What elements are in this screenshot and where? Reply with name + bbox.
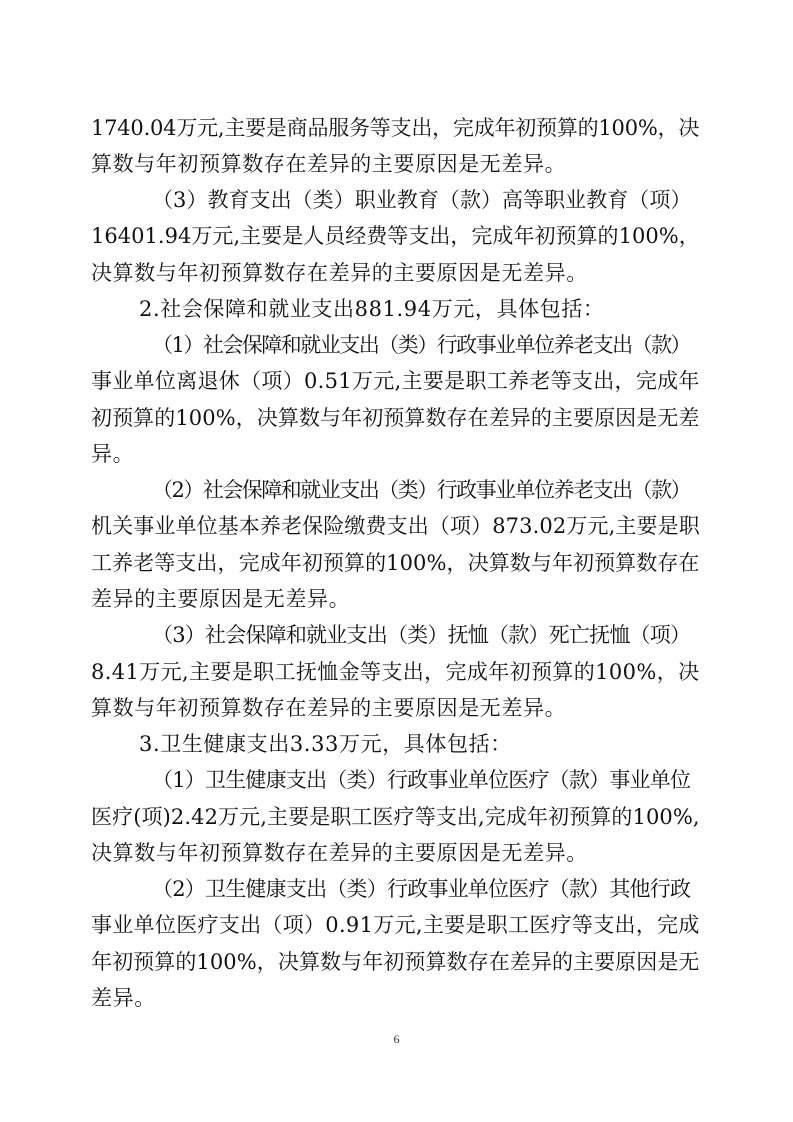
body-line: （3）教育支出（类）职业教育（款）高等职业教育（项） xyxy=(152,188,692,212)
body-line: 2.社会保障和就业支出881.94万元，具体包括： xyxy=(139,297,605,321)
body-line: 工养老等支出，完成年初预算的100%，决算数与年初预算数存在 xyxy=(91,551,700,575)
body-line: 年初预算的100%，决算数与年初预算数存在差异的主要原因是无 xyxy=(91,950,700,974)
body-line: 决算数与年初预算数存在差异的主要原因是无差异。 xyxy=(91,261,588,285)
body-line: （1）社会保障和就业支出（类）行政事业单位养老支出（款） xyxy=(152,333,691,357)
body-line: 异。 xyxy=(91,442,135,466)
body-line: （2）卫生健康支出（类）行政事业单位医疗（款）其他行政 xyxy=(152,877,691,901)
body-line: 差异。 xyxy=(91,986,156,1010)
body-line: （1）卫生健康支出（类）行政事业单位医疗（款）事业单位 xyxy=(152,768,691,792)
body-line: 8.41万元,主要是职工抚恤金等支出，完成年初预算的100%，决 xyxy=(91,660,700,684)
body-line: 16401.94万元,主要是人员经费等支出，完成年初预算的100%， xyxy=(91,224,700,248)
page-number: 6 xyxy=(393,1032,400,1046)
body-line: 差异的主要原因是无差异。 xyxy=(91,587,351,611)
body-line: 机关事业单位基本养老保险缴费支出（项）873.02万元,主要是职 xyxy=(91,514,700,538)
body-line: 事业单位离退休（项）0.51万元,主要是职工养老等支出，完成年 xyxy=(91,369,700,393)
body-line: 医疗(项)2.42万元,主要是职工医疗等支出,完成年初预算的100%, xyxy=(91,805,700,829)
body-line: 初预算的100%，决算数与年初预算数存在差异的主要原因是无差 xyxy=(91,406,700,430)
body-line: （2）社会保障和就业支出（类）行政事业单位养老支出（款） xyxy=(152,478,691,502)
body-line: 3.卫生健康支出3.33万元，具体包括： xyxy=(139,732,512,756)
body-line: （3）社会保障和就业支出（类）抚恤（款）死亡抚恤（项） xyxy=(152,623,691,647)
body-line: 事业单位医疗支出（项）0.91万元,主要是职工医疗等支出，完成 xyxy=(91,913,700,937)
body-line: 决算数与年初预算数存在差异的主要原因是无差异。 xyxy=(91,841,588,865)
body-line: 算数与年初预算数存在差异的主要原因是无差异。 xyxy=(91,152,567,176)
body-line: 1740.04万元,主要是商品服务等支出，完成年初预算的100%，决 xyxy=(91,116,700,140)
body-line: 算数与年初预算数存在差异的主要原因是无差异。 xyxy=(91,696,567,720)
